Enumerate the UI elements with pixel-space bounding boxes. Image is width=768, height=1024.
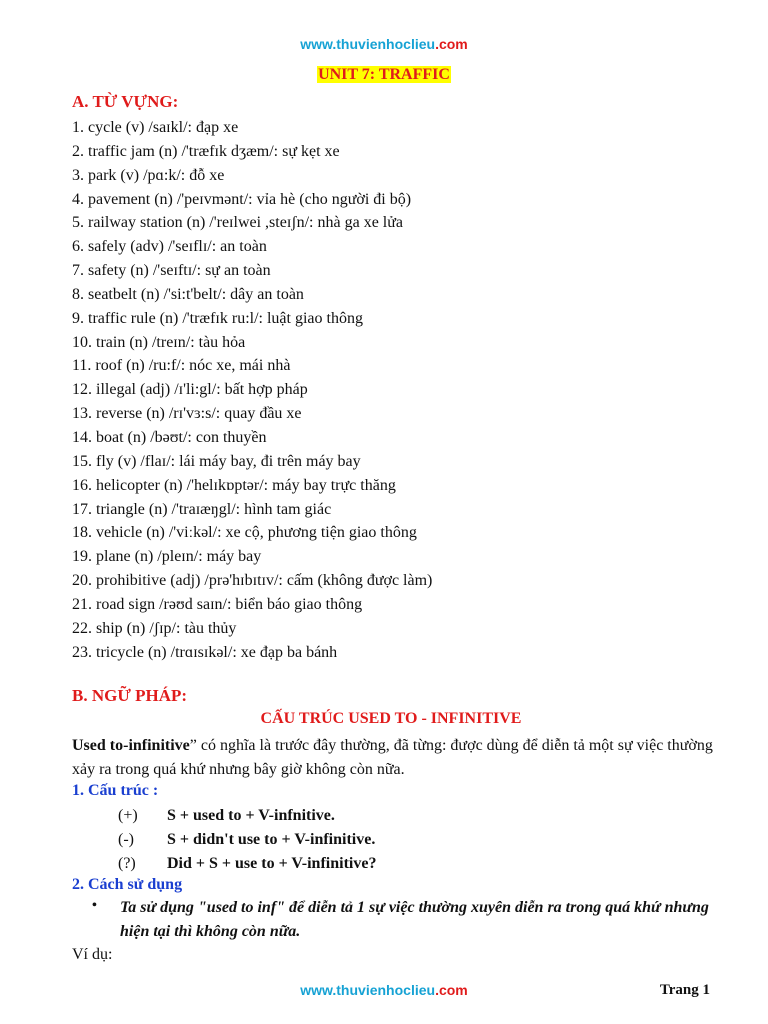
section-b-heading: B. NGỮ PHÁP:	[72, 686, 188, 705]
structure-sign: (?)	[118, 855, 136, 872]
vocab-item: 6. safely (adv) /'seɪflɪ/: an toàn	[72, 238, 267, 256]
vocab-item: 7. safety (n) /'seɪftɪ/: sự an toàn	[72, 262, 271, 280]
vocab-item: 5. railway station (n) /'reɪlwei ,steɪʃn/: nhà ga xe lửa	[72, 214, 404, 232]
intro-term: Used to-infinitive	[72, 737, 190, 754]
vocab-item: 9. traffic rule (n) /'træfɪk ru:l/: luật giao thông	[72, 309, 363, 327]
footer-site-domain: .com	[435, 982, 468, 998]
vocab-item: 10. train (n) /treɪn/: tàu hỏa	[72, 333, 246, 351]
vocab-item: 4. pavement (n) /'peɪvmənt/: vỉa hè (cho người đi bộ)	[72, 190, 412, 208]
structure-heading: 1. Cấu trúc :	[72, 782, 159, 799]
unit-title-wrap	[0, 66, 768, 84]
vocab-item: 1. cycle (v) /saɪkl/: đạp xe	[72, 119, 239, 136]
footer-website[interactable]	[0, 982, 768, 998]
vocab-item: 2. traffic jam (n) /'træfɪk dʒæm/: sự kẹt xe	[72, 142, 340, 160]
intro-text: ” có nghĩa là trước đây thường, đã từng: được dùng để diễn tả một sự việc thường xảy ra trong quá khứ nhưng bây giờ không còn nữa.	[72, 737, 713, 778]
vocab-item: 12. illegal (adj) /ɪ'li:gl/: bất hợp pháp	[72, 381, 308, 399]
vocab-item: 15. fly (v) /flaɪ/: lái máy bay, đi trên máy bay	[72, 452, 361, 470]
section-a-heading: A. TỪ VỰNG:	[72, 92, 179, 111]
vocab-item: 11. roof (n) /ru:f/: nóc xe, mái nhà	[72, 357, 291, 375]
unit-title: UNIT 7: TRAFFIC	[318, 66, 450, 83]
structure-sign: (-)	[118, 831, 134, 848]
bullet-dot-icon: •	[92, 898, 97, 913]
footer-site-name: www.thuvienhoclieu	[300, 982, 436, 998]
vocab-item: 18. vehicle (n) /'viːkəl/: xe cộ, phương tiện giao thông	[72, 524, 417, 542]
usage-heading: 2. Cách sử dụng	[72, 876, 183, 893]
vocab-item: 13. reverse (n) /rɪ'vɜ:s/: quay đầu xe	[72, 405, 302, 423]
vocab-item: 16. helicopter (n) /'helɪkɒptər/: máy bay trực thăng	[72, 476, 396, 494]
vocab-item: 8. seatbelt (n) /'si:t'belt/: dây an toàn	[72, 285, 304, 303]
vocab-item: 23. tricycle (n) /trɑɪsɪkəl/: xe đạp ba bánh	[72, 643, 338, 661]
usage-bullet-text: Ta sử dụng "used to inf" để diễn tả 1 sự việc thường xuyên diễn ra trong quá khứ nhưng hiện tại thì không còn nữa.	[120, 899, 709, 940]
structure-formula: S + didn't use to + V-infinitive.	[167, 831, 376, 848]
grammar-intro	[72, 734, 722, 782]
vocab-item: 19. plane (n) /pleɪn/: máy bay	[72, 548, 262, 566]
structure-formula: Did + S + use to + V-infinitive?	[167, 855, 377, 872]
vocab-item: 14. boat (n) /bəʊt/: con thuyền	[72, 428, 267, 446]
vocab-item: 22. ship (n) /ʃɪp/: tàu thủy	[72, 619, 237, 637]
grammar-title: CẤU TRÚC USED TO - INFINITIVE	[260, 710, 522, 727]
vocab-list	[72, 116, 712, 664]
vocab-item: 17. triangle (n) /'traɪæŋgl/: hình tam giác	[72, 500, 332, 518]
example-label: Ví dụ:	[72, 946, 113, 963]
structure-sign: (+)	[118, 807, 138, 824]
vocab-item: 21. road sign /rəʊd saɪn/: biển báo giao thông	[72, 595, 363, 613]
structure-formula: S + used to + V-infnitive.	[167, 807, 335, 824]
header-site-name: www.thuvienhoclieu	[300, 36, 436, 52]
header-site-domain: .com	[435, 36, 468, 52]
page-number: Trang 1	[659, 982, 710, 998]
usage-bullet	[92, 896, 732, 944]
vocab-item: 3. park (v) /pɑ:k/: đỗ xe	[72, 166, 225, 184]
header-website[interactable]	[0, 36, 768, 52]
vocab-item: 20. prohibitive (adj) /prə'hɪbɪtɪv/: cấm (không được làm)	[72, 572, 433, 590]
